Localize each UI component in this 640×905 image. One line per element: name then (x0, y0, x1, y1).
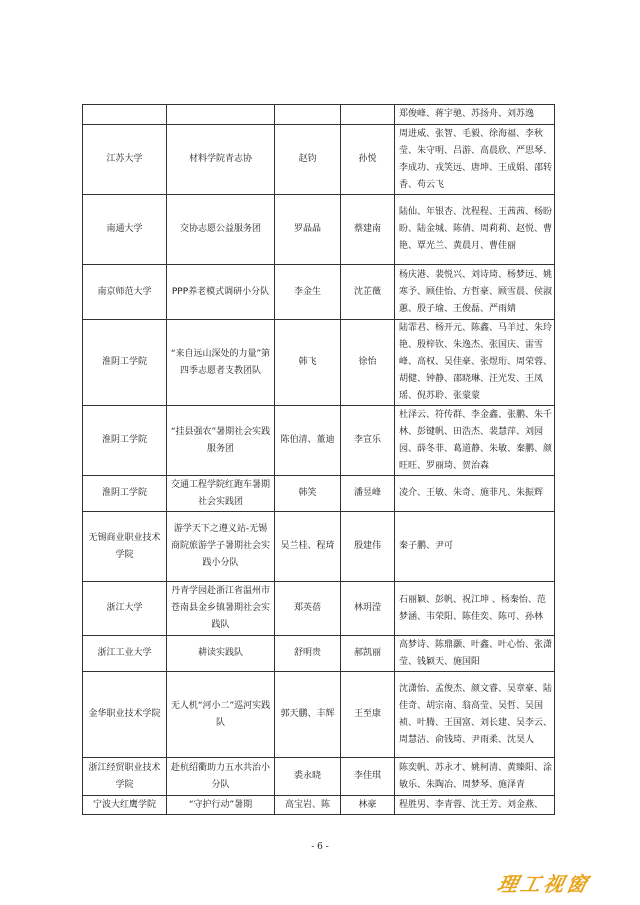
school-cell: 浙江工业大学 (83, 636, 167, 672)
school-cell: 浙江经贸职业技术学院 (83, 758, 167, 796)
members-cell: 杨庆港、裴悦兴、刘诗琦、杨梦远、姚寒予、顾佳怡、方哲豪、顾雪晨、侯淑蕙、殷子瑜、王俊磊、严雨婧 (395, 265, 555, 320)
leader-cell: 韩笑 (275, 476, 341, 512)
table-row (83, 476, 555, 512)
table-row (83, 636, 555, 672)
advisor-cell: 蔡建南 (341, 195, 395, 265)
school-cell (83, 105, 167, 125)
leader-cell: 罗晶晶 (275, 195, 341, 265)
members-cell: 周进威、张智、毛毅、徐海福、李秋莹、朱守明、吕游、高晨欣、严思琴、李成功、戎笑远、唐坤、王成娟、邵转香、苟云飞 (395, 125, 555, 195)
team-cell: 交协志愿公益服务团 (167, 195, 275, 265)
school-cell: 宁波大红鹰学院 (83, 796, 167, 815)
school-cell: 金华职业技术学院 (83, 672, 167, 758)
team-cell: 赴杭绍衢助力五水共治小分队 (167, 758, 275, 796)
leader-cell: 吴兰桂、程琦 (275, 512, 341, 582)
table-row (83, 758, 555, 796)
watermark-logo: 理工视窗 (495, 872, 593, 896)
school-cell: 南通大学 (83, 195, 167, 265)
leader-cell: 陈伯清、董迪 (275, 406, 341, 476)
table-row (83, 265, 555, 320)
leader-cell: 郑英蓓 (275, 582, 341, 636)
team-cell: 材料学院青志协 (167, 125, 275, 195)
school-cell: 江苏大学 (83, 125, 167, 195)
advisor-cell: 孙悦 (341, 125, 395, 195)
advisor-cell: 沈芷薇 (341, 265, 395, 320)
advisor-cell: 王至康 (341, 672, 395, 758)
table-row (83, 195, 555, 265)
team-cell: 游学天下之遵义站-无锡商院旅游学子暑期社会实践小分队 (167, 512, 275, 582)
school-cell: 浙江大学 (83, 582, 167, 636)
advisor-cell: 徐怡 (341, 320, 395, 406)
team-cell: “来自远山深处的力量”第四季志愿者支教团队 (167, 320, 275, 406)
leader-cell: 高宝岩、陈 (275, 796, 341, 815)
advisor-cell: 李佳琪 (341, 758, 395, 796)
school-cell: 淮阴工学院 (83, 406, 167, 476)
members-cell: 高梦诗、陈鼎灏、叶鑫、叶心怡、张潇莹、钱颖天、施国阳 (395, 636, 555, 672)
team-cell: 交通工程学院红跑车暑期社会实践团 (167, 476, 275, 512)
leader-cell: 郭天鹏、丰辉 (275, 672, 341, 758)
members-cell: 石丽颖、彭帆、祝江坤 、杨秦怡、范梦涵、韦荣阳、陈佳奕、陈可、孙林 (395, 582, 555, 636)
team-cell: PPP养老模式调研小分队 (167, 265, 275, 320)
table-row (83, 406, 555, 476)
leader-cell: 韩飞 (275, 320, 341, 406)
advisor-cell: 林豪 (341, 796, 395, 815)
team-cell: 丹青学园赴浙江省温州市苍南县金乡镇暑期社会实践队 (167, 582, 275, 636)
advisor-cell: 李宣乐 (341, 406, 395, 476)
table-row (83, 582, 555, 636)
members-cell: 程胜男、李青蓉、沈王芳、刘金燕、 (395, 796, 555, 815)
school-cell: 南京师范大学 (83, 265, 167, 320)
school-cell: 淮阴工学院 (83, 476, 167, 512)
advisor-cell: 郝凯丽 (341, 636, 395, 672)
members-cell: 郑俊峰、蒋宇驰、苏扬舟、刘苏逸 (395, 105, 555, 125)
team-cell: “挂县强农”暑期社会实践服务团 (167, 406, 275, 476)
table-row (83, 320, 555, 406)
team-cell: 耕读实践队 (167, 636, 275, 672)
members-cell: 凌介、王敏、朱奇、施菲凡、朱振辉 (395, 476, 555, 512)
team-cell: 无人机“河小二”巡河实践队 (167, 672, 275, 758)
table-row (83, 125, 555, 195)
table-row (83, 672, 555, 758)
members-cell: 秦子鹏、尹可 (395, 512, 555, 582)
page-number: - 6 - (311, 842, 329, 852)
school-cell: 无锡商业职业技术学院 (83, 512, 167, 582)
advisor-cell: 林玥滢 (341, 582, 395, 636)
table-row (83, 796, 555, 815)
members-cell: 陆霏君、杨开元、陈鑫、马羊过、朱玲艳、殷梓钦、朱逸杰、张国庆、雷雪峰、高权、吴佳豪、张煜珩、周荣蓉、胡健、钟静、邵晓琳、汪光发、王凤瑶、倪苏聆、张蒙蒙 (395, 320, 555, 406)
members-cell: 沈潇怡、孟俊杰、颜文睿、吴章豪、陆佳奇、胡宗南、翁高莹、吴哲、吴国祯、叶腾、王国富、刘长建、吴李云、周慧洁、俞钱琦、尹雨柔、沈昊人 (395, 672, 555, 758)
members-cell: 陈奕帆、苏永才、姚柯清、黄臻阳、涂敏乐、朱陶冶、周梦琴、施泽青 (395, 758, 555, 796)
leader-cell (275, 105, 341, 125)
team-cell: “守护行动”暑期 (167, 796, 275, 815)
members-cell: 陆仙、年银杏、沈程程、王茜茜、杨盼盼、陆金城、陈倩、周莉莉、赵悦、曹艳、覃光兰、黄晨月、曹佳丽 (395, 195, 555, 265)
advisor-cell: 殷建伟 (341, 512, 395, 582)
school-cell: 淮阴工学院 (83, 320, 167, 406)
leader-cell: 赵钧 (275, 125, 341, 195)
leader-cell: 裘永晓 (275, 758, 341, 796)
leader-cell: 舒明贵 (275, 636, 341, 672)
team-cell (167, 105, 275, 125)
members-cell: 杜泽云、符传群、李金鑫、张鹏、朱千林、彭键帆、田浩杰、裴慧萍、刘园园、薛冬菲、葛道静、朱敏、秦鹏、颜旺旺、罗丽琦、贺治森 (395, 406, 555, 476)
roster-body (83, 105, 555, 815)
leader-cell: 李金生 (275, 265, 341, 320)
table-row (83, 512, 555, 582)
table-row (83, 105, 555, 125)
advisor-cell: 潘昱峰 (341, 476, 395, 512)
advisor-cell (341, 105, 395, 125)
roster-table (82, 104, 555, 815)
